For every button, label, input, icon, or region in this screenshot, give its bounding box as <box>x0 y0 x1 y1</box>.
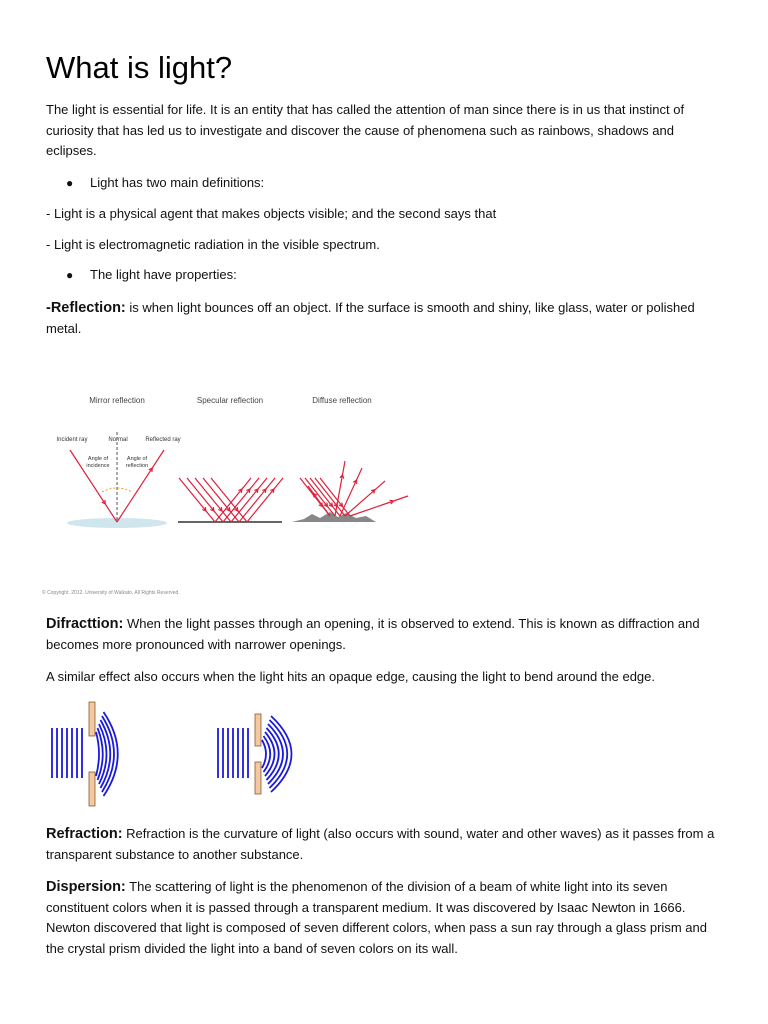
diffraction-paragraph-2: A similar effect also occurs when the light hits an opaque edge, causing the light to bend around the edge. <box>46 669 656 684</box>
specular-reflection-label: Specular reflection <box>196 396 264 405</box>
barrier-top <box>255 714 261 746</box>
barrier-top <box>89 702 95 736</box>
intro-paragraph: The light is essential for life. It is an entity that has called the attention of man since there is in us that instinct of curiosity that has led us to investigate and discover the cause of phenomena such as rainbows, shadows and eclipses. <box>46 102 685 158</box>
reflection-text: is when light bounces off an object. If the surface is smooth and shiny, like glass, water or polished metal. <box>46 300 695 336</box>
diffraction-text: When the light passes through an opening, it is observed to extend. This is known as diffraction and becomes more pronounced with narrower openings. <box>46 616 700 652</box>
reflection-paragraph <box>46 298 726 339</box>
mirror-reflection-label: Mirror reflection <box>89 396 145 405</box>
angle-incidence-label-2: incidence <box>86 463 110 469</box>
copyright-note: © Copyright. 2012. University of Waikato. All Rights Reserved. <box>42 590 180 596</box>
angle-incidence-label-1: Angle of <box>87 456 109 462</box>
refraction-term: Refraction: <box>46 826 123 842</box>
reflection-diagram <box>40 380 420 602</box>
dispersion-term: Dispersion: <box>46 879 126 895</box>
reflection-term: -Reflection: <box>46 300 126 316</box>
diffraction-term: Difracttion: <box>46 616 124 632</box>
page-title: What is light? <box>46 50 233 85</box>
diffraction-narrow-slit <box>218 714 292 794</box>
diffraction-diagram <box>40 698 350 810</box>
diffracted-wavefront <box>262 740 266 768</box>
refraction-paragraph <box>46 824 726 865</box>
bullet-text: The light have properties: <box>90 267 237 282</box>
refraction-text: Refraction is the curvature of light (also occurs with sound, water and other waves) as it passes from a transparent substance to another substance. <box>46 826 715 862</box>
reflected-ray-label: Reflected ray <box>145 437 181 443</box>
incident-ray-label: Incident ray <box>56 437 88 443</box>
barrier-bottom <box>255 762 261 794</box>
dispersion-text: The scattering of light is the phenomenon of the division of a beam of white light into its seven constituent colors when it is passed through a transparent medium. It was discovered by Isaac Newton in 1666. Newton discovered that light is composed of seven different colors, when pass a sun ray through a glass prism and the crystal prism divided the light into a band of seven colors on its wall. <box>46 879 707 956</box>
angle-reflection-label-1: Angle of <box>126 456 148 462</box>
bullet-dot: ● <box>66 268 74 282</box>
diffracted-wavefront <box>96 732 99 776</box>
definition-1: - Light is a physical agent that makes objects visible; and the second says that <box>46 206 497 221</box>
bullet-dot: ● <box>66 176 74 190</box>
bullet-definitions <box>66 173 264 193</box>
diffuse-reflection-label: Diffuse reflection <box>312 396 372 405</box>
definition-2: - Light is electromagnetic radiation in the visible spectrum. <box>46 237 380 252</box>
bullet-properties <box>66 265 237 285</box>
normal-label: Normal <box>108 437 128 443</box>
angle-reflection-label-2: reflection <box>125 463 149 469</box>
bullet-text: Light has two main definitions: <box>90 175 265 190</box>
diffraction-wide-slit <box>52 702 118 806</box>
dispersion-paragraph <box>46 877 726 959</box>
diffraction-paragraph <box>46 614 726 655</box>
barrier-bottom <box>89 772 95 806</box>
